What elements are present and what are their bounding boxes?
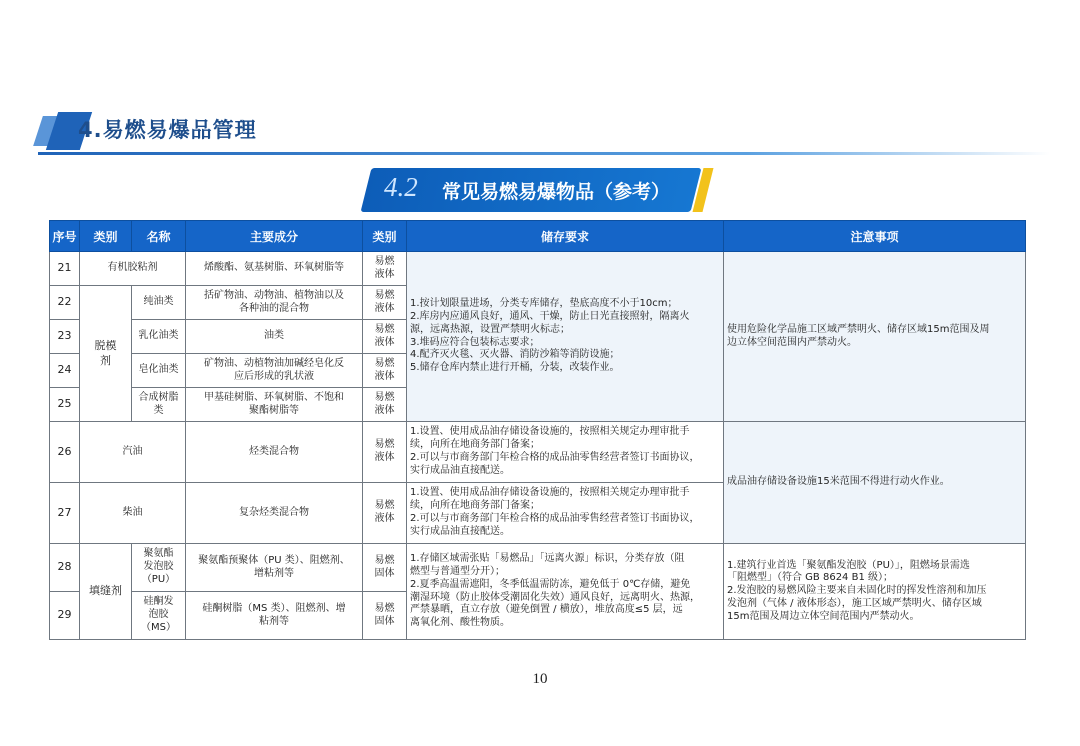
header-rule bbox=[38, 152, 1050, 155]
header-storage: 储存要求 bbox=[407, 221, 724, 252]
cell-type: 易燃 液体 bbox=[363, 286, 407, 320]
cell-name: 乳化油类 bbox=[132, 320, 186, 354]
cell-type: 易燃 液体 bbox=[363, 252, 407, 286]
cell-composition: 烃类混合物 bbox=[186, 422, 363, 483]
cell-type: 易燃 液体 bbox=[363, 320, 407, 354]
cell-composition: 硅酮树脂（MS 类）、阻燃剂、增 粘剂等 bbox=[186, 592, 363, 640]
cell-seq: 22 bbox=[50, 286, 80, 320]
header-notes: 注意事项 bbox=[724, 221, 1026, 252]
cell-seq: 25 bbox=[50, 388, 80, 422]
cell-storage: 1.设置、使用成品油存储设备设施的，按照相关规定办理审批手 续，向所在地商务部门备案； 2.可以与市商务部门年检合格的成品油零售经营者签订书面协议， 实行成品油直接配送。 bbox=[407, 422, 724, 483]
cell-name: 聚氨酯 发泡胶 （PU） bbox=[132, 544, 186, 592]
cell-composition: 括矿物油、动物油、植物油以及 各种油的混合物 bbox=[186, 286, 363, 320]
cell-name: 皂化油类 bbox=[132, 354, 186, 388]
header-seq: 序号 bbox=[50, 221, 80, 252]
subsection-banner bbox=[366, 168, 708, 214]
header-composition: 主要成分 bbox=[186, 221, 363, 252]
cell-type: 易燃 固体 bbox=[363, 592, 407, 640]
cell-storage: 1.存储区域需张贴「易燃品」「远离火源」标识，分类存放（阻 燃型与普通型分开）； 2.夏季高温需遮阳，冬季低温需防冻，避免低于 0℃存储，避免 潮湿环境（防止胶体受潮固化失效）通风良好，远离明火、热源， 严禁暴晒，直立存放（避免倒置 / 横放），堆放高度≤5 层，远 离氧化剂、酸性物质。 bbox=[407, 544, 724, 640]
cell-name: 柴油 bbox=[80, 483, 186, 544]
cell-seq: 28 bbox=[50, 544, 80, 592]
header-name: 名称 bbox=[132, 221, 186, 252]
cell-composition: 复杂烃类混合物 bbox=[186, 483, 363, 544]
header-type: 类别 bbox=[363, 221, 407, 252]
cell-name: 合成树脂 类 bbox=[132, 388, 186, 422]
header-category: 类别 bbox=[80, 221, 132, 252]
cell-seq: 27 bbox=[50, 483, 80, 544]
cell-storage: 1.设置、使用成品油存储设备设施的，按照相关规定办理审批手 续，向所在地商务部门备案； 2.可以与市商务部门年检合格的成品油零售经营者签订书面协议， 实行成品油直接配送。 bbox=[407, 483, 724, 544]
cell-type: 易燃 液体 bbox=[363, 388, 407, 422]
section-title: 4.易燃易爆品管理 bbox=[78, 118, 257, 142]
table-header-row bbox=[50, 221, 1026, 252]
cell-composition: 烯酸酯、氨基树脂、环氧树脂等 bbox=[186, 252, 363, 286]
cell-notes: 1.建筑行业首选「聚氨酯发泡胶（PU）」，阻燃场景需选 「阻燃型」（符合 GB 8624 B1 级）； 2.发泡胶的易燃风险主要来自未固化时的挥发性溶剂和加压 发泡剂（气体 / 液体形态），施工区域严禁明火、储存区域 15m范围及周边立体空间范围内严禁动火。 bbox=[724, 544, 1026, 640]
cell-storage: 1.按计划限量进场，分类专库储存，垫底高度不小于10cm； 2.库房内应通风良好，通风、干燥，防止日光直接照射，隔离火 源，远离热源，设置严禁明火标志； 3.堆码应符合包装标志要求； 4.配齐灭火毯、灭火器、消防沙箱等消防设施； 5.储存仓库内禁止进行开桶，分装，改装作业。 bbox=[407, 252, 724, 422]
cell-composition: 聚氨酯预聚体（PU 类）、阻燃剂、 增粘剂等 bbox=[186, 544, 363, 592]
cell-category: 脱模 剂 bbox=[80, 286, 132, 422]
cell-composition: 油类 bbox=[186, 320, 363, 354]
cell-name: 纯油类 bbox=[132, 286, 186, 320]
cell-type: 易燃 液体 bbox=[363, 483, 407, 544]
cell-seq: 24 bbox=[50, 354, 80, 388]
cell-seq: 26 bbox=[50, 422, 80, 483]
table-row bbox=[50, 422, 1026, 483]
table-row bbox=[50, 252, 1026, 286]
cell-type: 易燃 液体 bbox=[363, 422, 407, 483]
cell-composition: 矿物油、动植物油加碱经皂化反 应后形成的乳状液 bbox=[186, 354, 363, 388]
cell-category: 填缝剂 bbox=[80, 544, 132, 640]
cell-notes: 使用危险化学品施工区域严禁明火、储存区域15m范围及周 边立体空间范围内严禁动火。 bbox=[724, 252, 1026, 422]
banner-number: 4.2 bbox=[384, 172, 418, 202]
cell-name: 有机胶粘剂 bbox=[80, 252, 186, 286]
page-number: 10 bbox=[532, 671, 548, 687]
table-row bbox=[50, 544, 1026, 592]
cell-composition: 甲基硅树脂、环氧树脂、不饱和 聚酯树脂等 bbox=[186, 388, 363, 422]
cell-notes: 成品油存储设备设施15米范围不得进行动火作业。 bbox=[724, 422, 1026, 544]
cell-name: 汽油 bbox=[80, 422, 186, 483]
cell-seq: 21 bbox=[50, 252, 80, 286]
hazmat-table bbox=[49, 220, 1026, 640]
cell-name: 硅酮发 泡胶 （MS） bbox=[132, 592, 186, 640]
cell-type: 易燃 固体 bbox=[363, 544, 407, 592]
section-header bbox=[38, 110, 1050, 160]
cell-type: 易燃 液体 bbox=[363, 354, 407, 388]
cell-seq: 29 bbox=[50, 592, 80, 640]
cell-seq: 23 bbox=[50, 320, 80, 354]
banner-title: 常见易燃易爆物品（参考） bbox=[442, 181, 671, 203]
